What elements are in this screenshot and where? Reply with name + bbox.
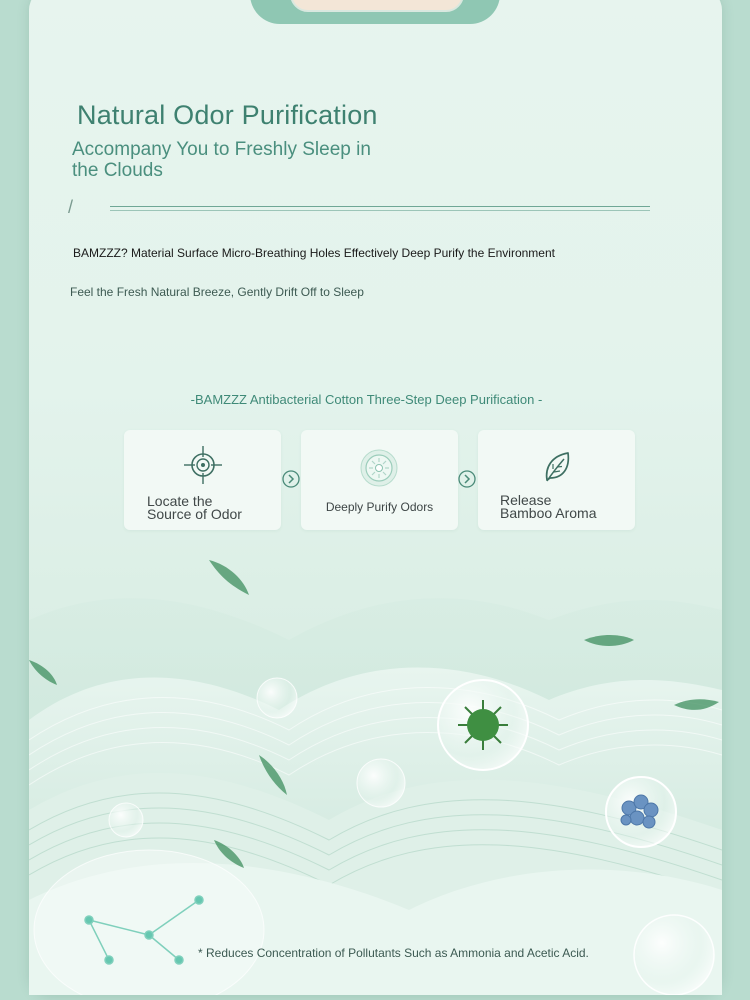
description-sub: Feel the Fresh Natural Breeze, Gently Drift Off to Sleep xyxy=(70,285,364,299)
step-label-purify: Deeply Purify Odors xyxy=(325,500,434,514)
page-subtitle: Accompany You to Freshly Sleep in the Clouds xyxy=(72,139,371,181)
purify-sun-icon xyxy=(359,448,399,488)
chevron-right-circle-icon xyxy=(282,470,300,488)
chevron-right-circle-icon xyxy=(458,470,476,488)
footnote: * Reduces Concentration of Pollutants Such as Ammonia and Acetic Acid. xyxy=(198,946,589,960)
virus-bubble-icon xyxy=(438,680,528,770)
divider-slash: / xyxy=(68,197,74,217)
step-card-purify xyxy=(301,430,458,530)
step-label-release: Release Bamboo Aroma xyxy=(500,492,597,521)
crosshair-target-icon xyxy=(182,444,224,486)
divider-line xyxy=(110,206,650,211)
step-card-locate xyxy=(124,430,281,530)
description-main: BAMZZZ? Material Surface Micro-Breathing Holes Effectively Deep Purify the Environment xyxy=(73,246,555,260)
step-card-release xyxy=(478,430,635,530)
steps-heading: -BAMZZZ Antibacterial Cotton Three-Step Deep Purification - xyxy=(190,392,543,407)
page-title: Natural Odor Purification xyxy=(77,100,378,130)
bacteria-bubble-icon xyxy=(606,777,676,847)
cloud-wave-illustration xyxy=(29,540,722,995)
product-image-edge xyxy=(290,0,464,12)
step-label-locate: Locate the Source of Odor xyxy=(147,493,242,522)
leaf-icon xyxy=(541,450,573,484)
